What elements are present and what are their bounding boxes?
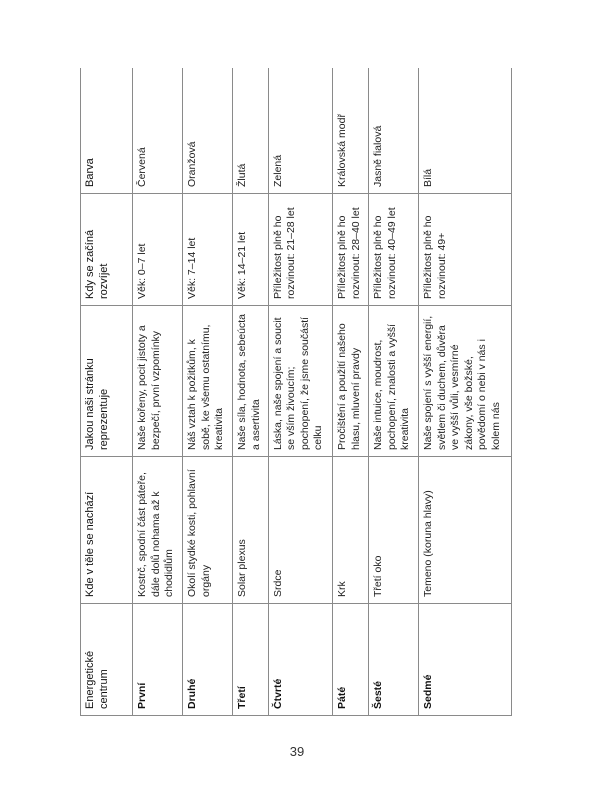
rotated-table-area (80, 68, 512, 716)
table-header-row (81, 68, 133, 716)
header-develops-when: Kdy se začíná rozvíjet (81, 194, 133, 306)
energy-centers-table (80, 68, 512, 716)
cell-color: Jasně fialová (369, 68, 419, 194)
cell-represents: Pročištění a použití našeho hlasu, mluvení pravdy (333, 306, 369, 457)
cell-color: Žlutá (233, 68, 269, 194)
page-number: 39 (289, 744, 305, 759)
header-energy-center: Energetické centrum (81, 604, 133, 716)
cell-center-name: První (133, 604, 183, 716)
cell-represents: Láska, naše spojení a soucit se vším živoucím; pochopení, že jsme součástí celku (268, 306, 332, 457)
cell-represents: Naše intuice, moudrost, pochopení, znalosti a vyšší kreativita (369, 306, 419, 457)
cell-body-location: Třetí oko (369, 457, 419, 604)
cell-body-location: Solar plexus (233, 457, 269, 604)
cell-develops-when: Věk: 14–21 let (233, 194, 269, 306)
cell-represents: Naše kořeny, pocit jistoty a bezpečí, první vzpomínky (133, 306, 183, 457)
cell-develops-when: Příležitost plně ho rozvinout: 28–40 let (333, 194, 369, 306)
cell-center-name: Páté (333, 604, 369, 716)
table-rotator (80, 68, 512, 716)
cell-develops-when: Věk: 7–14 let (183, 194, 233, 306)
table-row (183, 68, 233, 716)
cell-body-location: Srdce (268, 457, 332, 604)
header-body-location: Kde v těle se nachází (81, 457, 133, 604)
cell-center-name: Sedmé (419, 604, 512, 716)
cell-center-name: Třetí (233, 604, 269, 716)
table-row (333, 68, 369, 716)
cell-center-name: Šesté (369, 604, 419, 716)
cell-body-location: Okolí stydké kosti, pohlavní orgány (183, 457, 233, 604)
table-row (268, 68, 332, 716)
cell-represents: Náš vztah k požitkům, k sobě, ke všemu ostatnímu, kreativita (183, 306, 233, 457)
cell-color: Bílá (419, 68, 512, 194)
header-color: Barva (81, 68, 133, 194)
table-row (233, 68, 269, 716)
cell-develops-when: Příležitost plně ho rozvinout: 21–28 let (268, 194, 332, 306)
table-row (419, 68, 512, 716)
cell-color: Královská modř (333, 68, 369, 194)
cell-color: Zelená (268, 68, 332, 194)
cell-represents: Naše síla, hodnota, sebeúcta a asertivita (233, 306, 269, 457)
cell-develops-when: Věk: 0–7 let (133, 194, 183, 306)
cell-color: Červená (133, 68, 183, 194)
cell-center-name: Druhé (183, 604, 233, 716)
cell-color: Oranžová (183, 68, 233, 194)
cell-center-name: Čtvrté (268, 604, 332, 716)
cell-develops-when: Příležitost plně ho rozvinout: 49+ (419, 194, 512, 306)
header-represents: Jakou naši stránku reprezentuje (81, 306, 133, 457)
cell-body-location: Kostrč, spodní část páteře, dále dolů nohama až k chodidlům (133, 457, 183, 604)
cell-represents: Naše spojení s vyšší energií, světlem či duchem, důvěra ve vyšší vůli, vesmírné zákony, vše božské, povědomí o nebi v nás i kolem nás (419, 306, 512, 457)
cell-develops-when: Příležitost plně ho rozvinout: 40–49 let (369, 194, 419, 306)
table-row (133, 68, 183, 716)
table-row (369, 68, 419, 716)
cell-body-location: Temeno (koruna hlavy) (419, 457, 512, 604)
cell-body-location: Krk (333, 457, 369, 604)
